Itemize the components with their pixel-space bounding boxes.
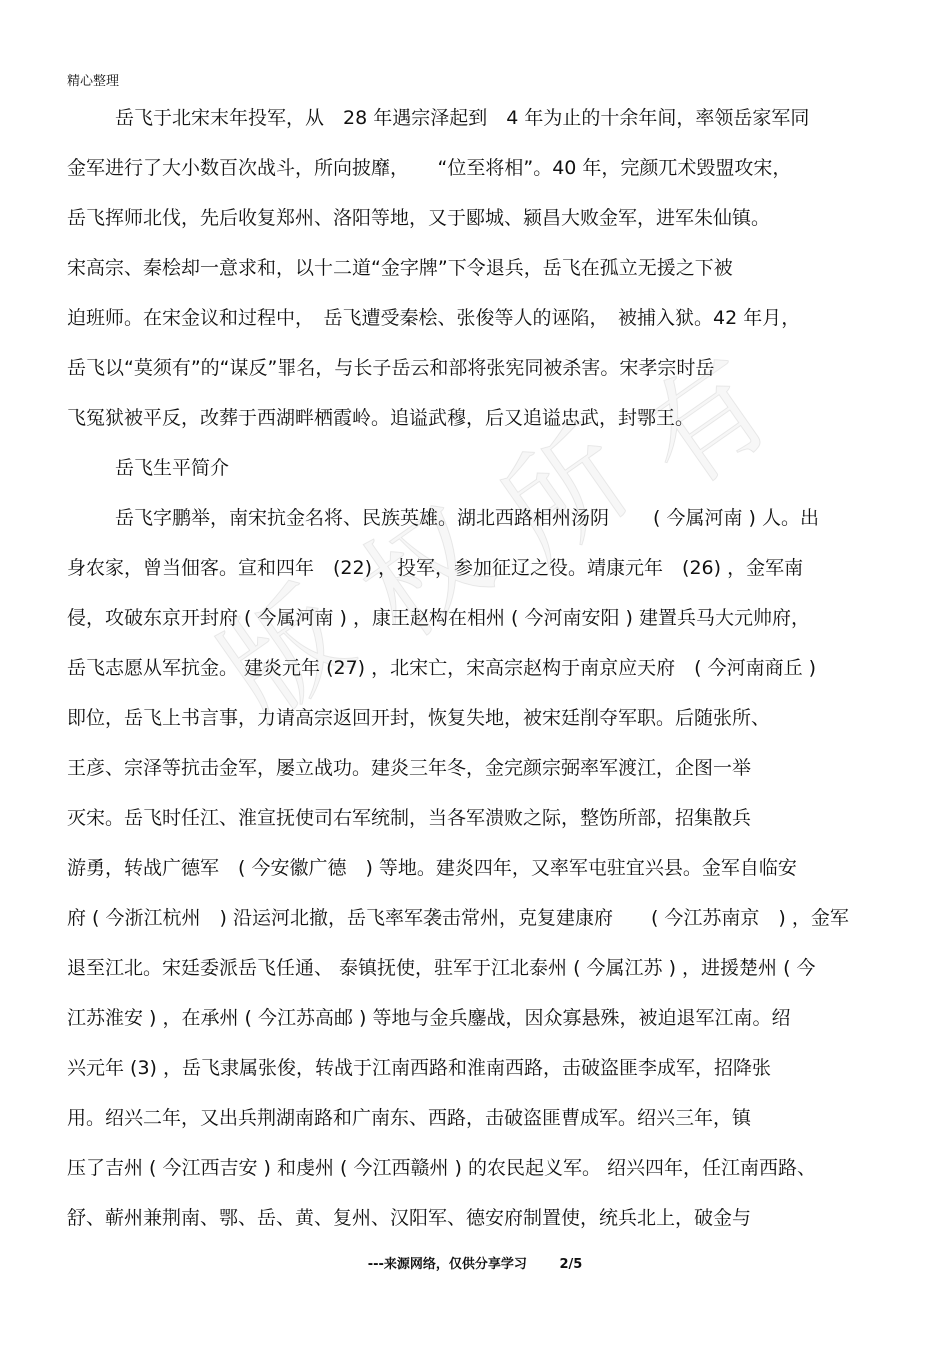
page-footer: [0, 1253, 950, 1272]
paragraph-1-line: 金军进行了大小数百次战斗，所向披靡， “位至将相”。40 年，完颜兀术毁盟攻宋，: [67, 157, 792, 179]
footer-source: ---来源网络，仅供分享学习: [367, 1257, 527, 1272]
paragraph-2-line: 压了吉州 ( 今江西吉安 ) 和虔州 ( 今江西赣州 ) 的农民起义军。 绍兴四年，任江南西路、: [67, 1157, 817, 1179]
paragraph-2-line: 王彦、宗泽等抗击金军，屡立战功。建炎三年冬，金完颜宗弼率军渡江，企图一举: [67, 757, 752, 779]
paragraph-2-line: 府 ( 今浙江杭州 ) 沿运河北撤，岳飞率军袭击常州，克复建康府 ( 今江苏南京 ) ，金军: [67, 907, 849, 929]
paragraph-2-line: 游勇，转战广德军 ( 今安徽广德 ) 等地。建炎四年，又率军屯驻宜兴县。金军自临安: [67, 857, 797, 879]
paragraph-1-line: 迫班师。在宋金议和过程中， 岳飞遭受秦桧、张俊等人的诬陷， 被捕入狱。42 年月，: [67, 307, 801, 329]
paragraph-1-line: 飞冤狱被平反，改葬于西湖畔栖霞岭。追谥武穆，后又追谥忠武，封鄂王。: [67, 407, 695, 429]
paragraph-2-line: 身农家，曾当佃客。宣和四年 (22) ，投军，参加征辽之役。靖康元年 (26) ，金军南: [67, 557, 804, 579]
paragraph-1-line: 岳飞挥师北伐，先后收复郑州、洛阳等地，又于郾城、颍昌大败金军，进军朱仙镇。: [67, 207, 771, 229]
paragraph-1-line: 宋高宗、秦桧却一意求和，以十二道“金字牌”下令退兵，岳飞在孤立无援之下被: [67, 257, 733, 279]
paragraph-2-line: 即位，岳飞上书言事，力请高宗返回开封，恢复失地，被宋廷削夺军职。后随张所、: [67, 707, 771, 729]
paragraph-2-line: 舒、蕲州兼荆南、鄂、岳、黄、复州、汉阳军、德安府制置使，统兵北上，破金与: [67, 1207, 752, 1229]
paragraph-2-line: 侵，攻破东京开封府 ( 今属河南 ) ，康王赵构在相州 ( 今河南安阳 ) 建置兵马大元帅府，: [67, 607, 810, 629]
paragraph-2-line: 江苏淮安 ) ，在承州 ( 今江苏高邮 ) 等地与金兵鏖战，因众寡悬殊，被迫退军江南。绍: [67, 1007, 791, 1029]
paragraph-2-line: 灭宋。岳飞时任江、淮宣抚使司右军统制，当各军溃败之际，整饬所部，招集散兵: [67, 807, 752, 829]
page-number: 2/5: [559, 1257, 583, 1272]
paragraph-1-line: 岳飞以“莫须有”的“谋反”罪名，与长子岳云和部将张宪同被杀害。宋孝宗时岳: [67, 357, 715, 379]
paragraph-2-line: 退至江北。宋廷委派岳飞任通、 泰镇抚使，驻军于江北泰州 ( 今属江苏 ) ，进援楚州 ( 今: [67, 957, 816, 979]
watermark-stamp: 版 权 所 有: [197, 333, 796, 746]
paragraph-2-line: 兴元年 (3) ，岳飞隶属张俊，转战于江南西路和淮南西路，击破盗匪李成军，招降张: [67, 1057, 771, 1079]
paragraph-2-line: 用。绍兴二年，又出兵荆湖南路和广南东、西路，击破盗匪曹成军。绍兴三年，镇: [67, 1107, 752, 1129]
paragraph-2-line: 岳飞志愿从军抗金。 建炎元年 (27) ，北宋亡，宋高宗赵构于南京应天府 ( 今河南商丘 ): [67, 657, 817, 679]
page-header: 精心整理: [67, 74, 120, 89]
paragraph-2-line: 岳飞字鹏举，南宋抗金名将、民族英雄。湖北西路相州汤阴 ( 今属河南 ) 人。出: [115, 507, 819, 529]
paragraph-1-line: 岳飞于北宋末年投军，从 28 年遇宗泽起到 4 年为止的十余年间，率领岳家军同: [115, 107, 810, 129]
section-heading: 岳飞生平简介: [115, 457, 230, 479]
